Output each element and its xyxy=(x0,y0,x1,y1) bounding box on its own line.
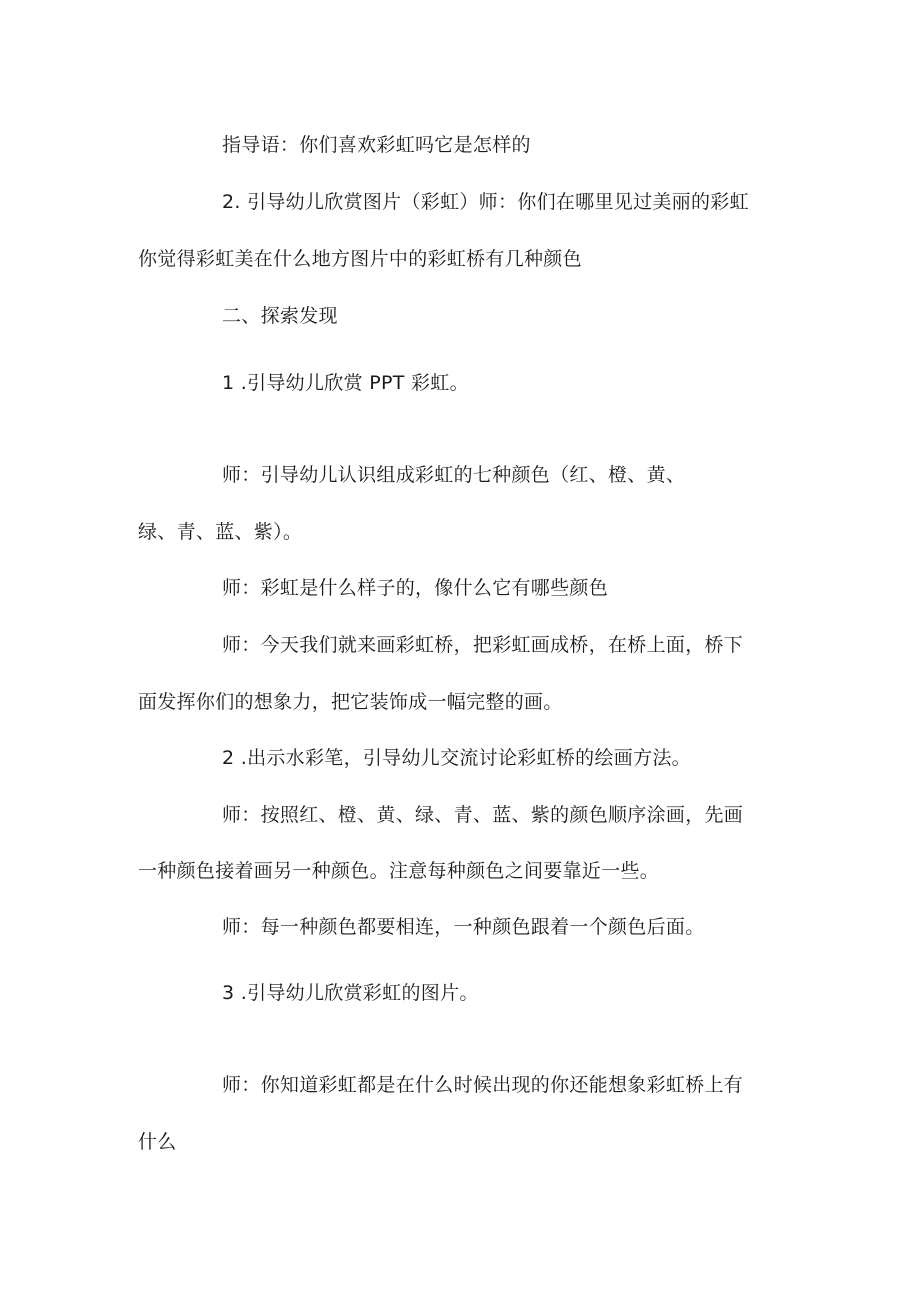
teacher-line-4-part-2: 一种颜色接着画另一种颜色。注意每种颜色之间要靠近一些。 xyxy=(138,860,660,882)
teacher-line-3-part-2: 面发挥你们的想象力，把它装饰成一幅完整的画。 xyxy=(138,691,563,713)
teacher-line-5: 师：每一种颜色都要相连，一种颜色跟着一个颜色后面。 xyxy=(222,916,705,938)
teacher-line-2: 师：彩虹是什么样子的，像什么它有哪些颜色 xyxy=(222,577,609,599)
teacher-line-4-part-1: 师：按照红、橙、黄、绿、青、蓝、紫的颜色顺序涂画，先画 xyxy=(222,804,744,826)
teacher-line-1-part-2: 绿、青、蓝、紫）。 xyxy=(138,521,303,543)
paragraph-step-2-line-1: 2. 引导幼儿欣赏图片（彩虹）师：你们在哪里见过美丽的彩虹 xyxy=(222,191,749,213)
paragraph-step-2-line-2: 你觉得彩虹美在什么地方图片中的彩虹桥有几种颜色 xyxy=(138,248,582,270)
teacher-line-3-part-1: 师：今天我们就来画彩虹桥，把彩虹画成桥，在桥上面，桥下 xyxy=(222,634,744,656)
paragraph-guide-question: 指导语：你们喜欢彩虹吗它是怎样的 xyxy=(222,134,531,156)
item-2-heading: 2 .出示水彩笔，引导幼儿交流讨论彩虹桥的绘画方法。 xyxy=(222,747,691,769)
item-1-heading: 1 .引导幼儿欣赏 PPT 彩虹。 xyxy=(222,372,469,394)
teacher-line-1-part-1: 师：引导幼儿认识组成彩虹的七种颜色（红、橙、黄、 xyxy=(222,464,686,486)
teacher-line-6-part-1: 师：你知道彩虹都是在什么时候出现的你还能想象彩虹桥上有 xyxy=(222,1074,744,1096)
teacher-line-6-part-2: 什么 xyxy=(138,1131,177,1153)
item-3-heading: 3 .引导幼儿欣赏彩虹的图片。 xyxy=(222,982,479,1004)
section-heading-explore: 二、探索发现 xyxy=(222,305,338,327)
